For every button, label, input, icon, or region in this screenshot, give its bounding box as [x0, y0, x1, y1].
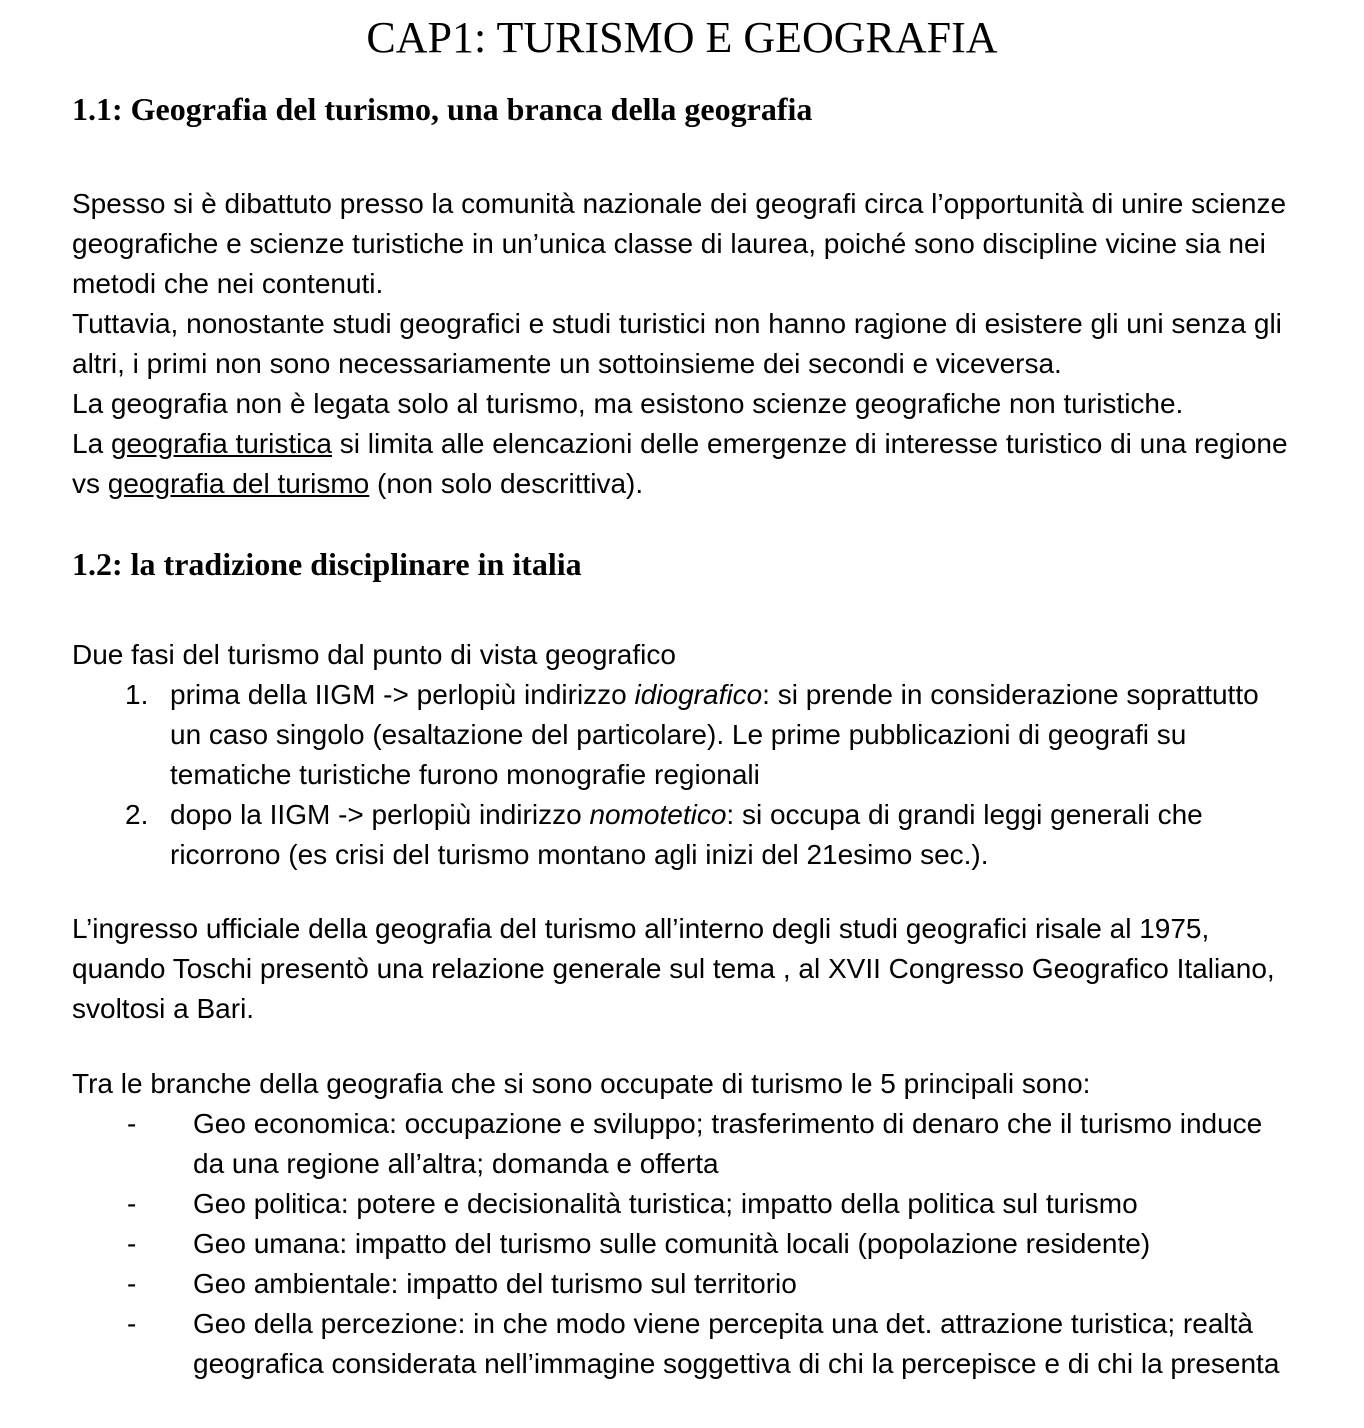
- bullet-text: Geo umana: impatto del turismo sulle comunità locali (popolazione residente): [193, 1228, 1151, 1259]
- paragraph-due-fasi: Due fasi del turismo dal punto di vista geografico: [72, 639, 676, 670]
- section-heading-1-1: 1.1: Geografia del turismo, una branca della geografia: [72, 91, 813, 127]
- text-segment: : si prende in considerazione soprattutto un caso singolo (esaltazione del particolare). Le prime pubblicazioni di geografi su tematiche turistiche furono monografie regionali: [170, 679, 1259, 790]
- bullet-item-geo-umana: [72, 1224, 1292, 1264]
- paragraph-branches-intro: Tra le branche della geografia che si sono occupate di turismo le 5 principali sono:: [72, 1068, 1091, 1099]
- text-segment: (non solo descrittiva).: [369, 468, 644, 499]
- bullet-text: Geo politica: potere e decisionalità turistica; impatto della politica sul turismo: [193, 1188, 1138, 1219]
- dash-bullet-marker: -: [127, 1228, 137, 1259]
- bullet-item-geo-della-percezione: [72, 1304, 1292, 1384]
- text-segment: prima della IIGM -> perlopiù indirizzo: [170, 679, 635, 710]
- bullet-item-geo-politica: [72, 1184, 1292, 1224]
- numbered-list-phases: [72, 675, 1292, 875]
- italic-term-nomotetico: nomotetico: [589, 799, 727, 830]
- bullet-text: Geo ambientale: impatto del turismo sul territorio: [193, 1268, 797, 1299]
- dash-bullet-marker: -: [127, 1188, 137, 1219]
- text-segment: : si occupa di grandi leggi generali che ricorrono (es crisi del turismo montano agli inizi del 21esimo sec.).: [170, 799, 1203, 870]
- text-segment: dopo la IIGM -> perlopiù indirizzo: [170, 799, 590, 830]
- list-number-marker: 1.: [125, 679, 149, 710]
- dash-bullet-marker: -: [127, 1308, 137, 1339]
- underlined-term-geografia-del-turismo: geografia del turismo: [107, 468, 370, 499]
- numbered-list-item-2: [72, 795, 1292, 875]
- paragraph-congresso-1975: L’ingresso ufficiale della geografia del turismo all’interno degli studi geografici risale al 1975, quando Toschi presentò una relazione generale sul tema , al XVII Congresso Geografico Italiano, svoltosi a Bari.: [72, 913, 1275, 1024]
- underlined-term-geografia-turistica: geografia turistica: [110, 428, 332, 459]
- section-heading-1-2: 1.2: la tradizione disciplinare in italia: [72, 546, 582, 582]
- bullet-item-geo-economica: [72, 1104, 1292, 1184]
- bullet-item-geo-ambientale: [72, 1264, 1292, 1304]
- bullet-text: Geo della percezione: in che modo viene percepita una det. attrazione turistica; realtà geografica considerata nell’immagine soggettiva di chi la percepisce e di chi la presenta: [193, 1308, 1280, 1379]
- text-segment: La: [72, 428, 111, 459]
- paragraph-geografia-non-legata: La geografia non è legata solo al turismo, ma esistono scienze geografiche non turistiche.: [72, 388, 1184, 419]
- dash-bullet-marker: -: [127, 1108, 137, 1139]
- numbered-list-item-1: [72, 675, 1292, 795]
- paragraph-debate: Spesso si è dibattuto presso la comunità nazionale dei geografi circa l’opportunità di unire scienze geografiche e scienze turistiche in un’unica classe di laurea, poiché sono discipline vicine sia nei metodi che nei contenuti.: [72, 188, 1287, 299]
- paragraph-tuttavia: Tuttavia, nonostante studi geografici e studi turistici non hanno ragione di esistere gli uni senza gli altri, i primi non sono necessariamente un sottoinsieme dei secondi e viceversa.: [72, 308, 1282, 379]
- italic-term-idiografico: idiografico: [634, 679, 763, 710]
- dash-bullet-marker: -: [127, 1268, 137, 1299]
- bullet-list-branches: [72, 1104, 1292, 1384]
- bullet-text: Geo economica: occupazione e sviluppo; trasferimento di denaro che il turismo induce da una regione all’altra; domanda e offerta: [193, 1108, 1263, 1179]
- text-segment: si limita alle elencazioni delle emergenze di interesse turistico di una regione vs: [72, 428, 1288, 499]
- chapter-title: CAP1: TURISMO E GEOGRAFIA: [366, 13, 998, 62]
- list-number-marker: 2.: [125, 799, 149, 830]
- paragraph-geografia-turistica-vs-turismo: [72, 424, 1292, 504]
